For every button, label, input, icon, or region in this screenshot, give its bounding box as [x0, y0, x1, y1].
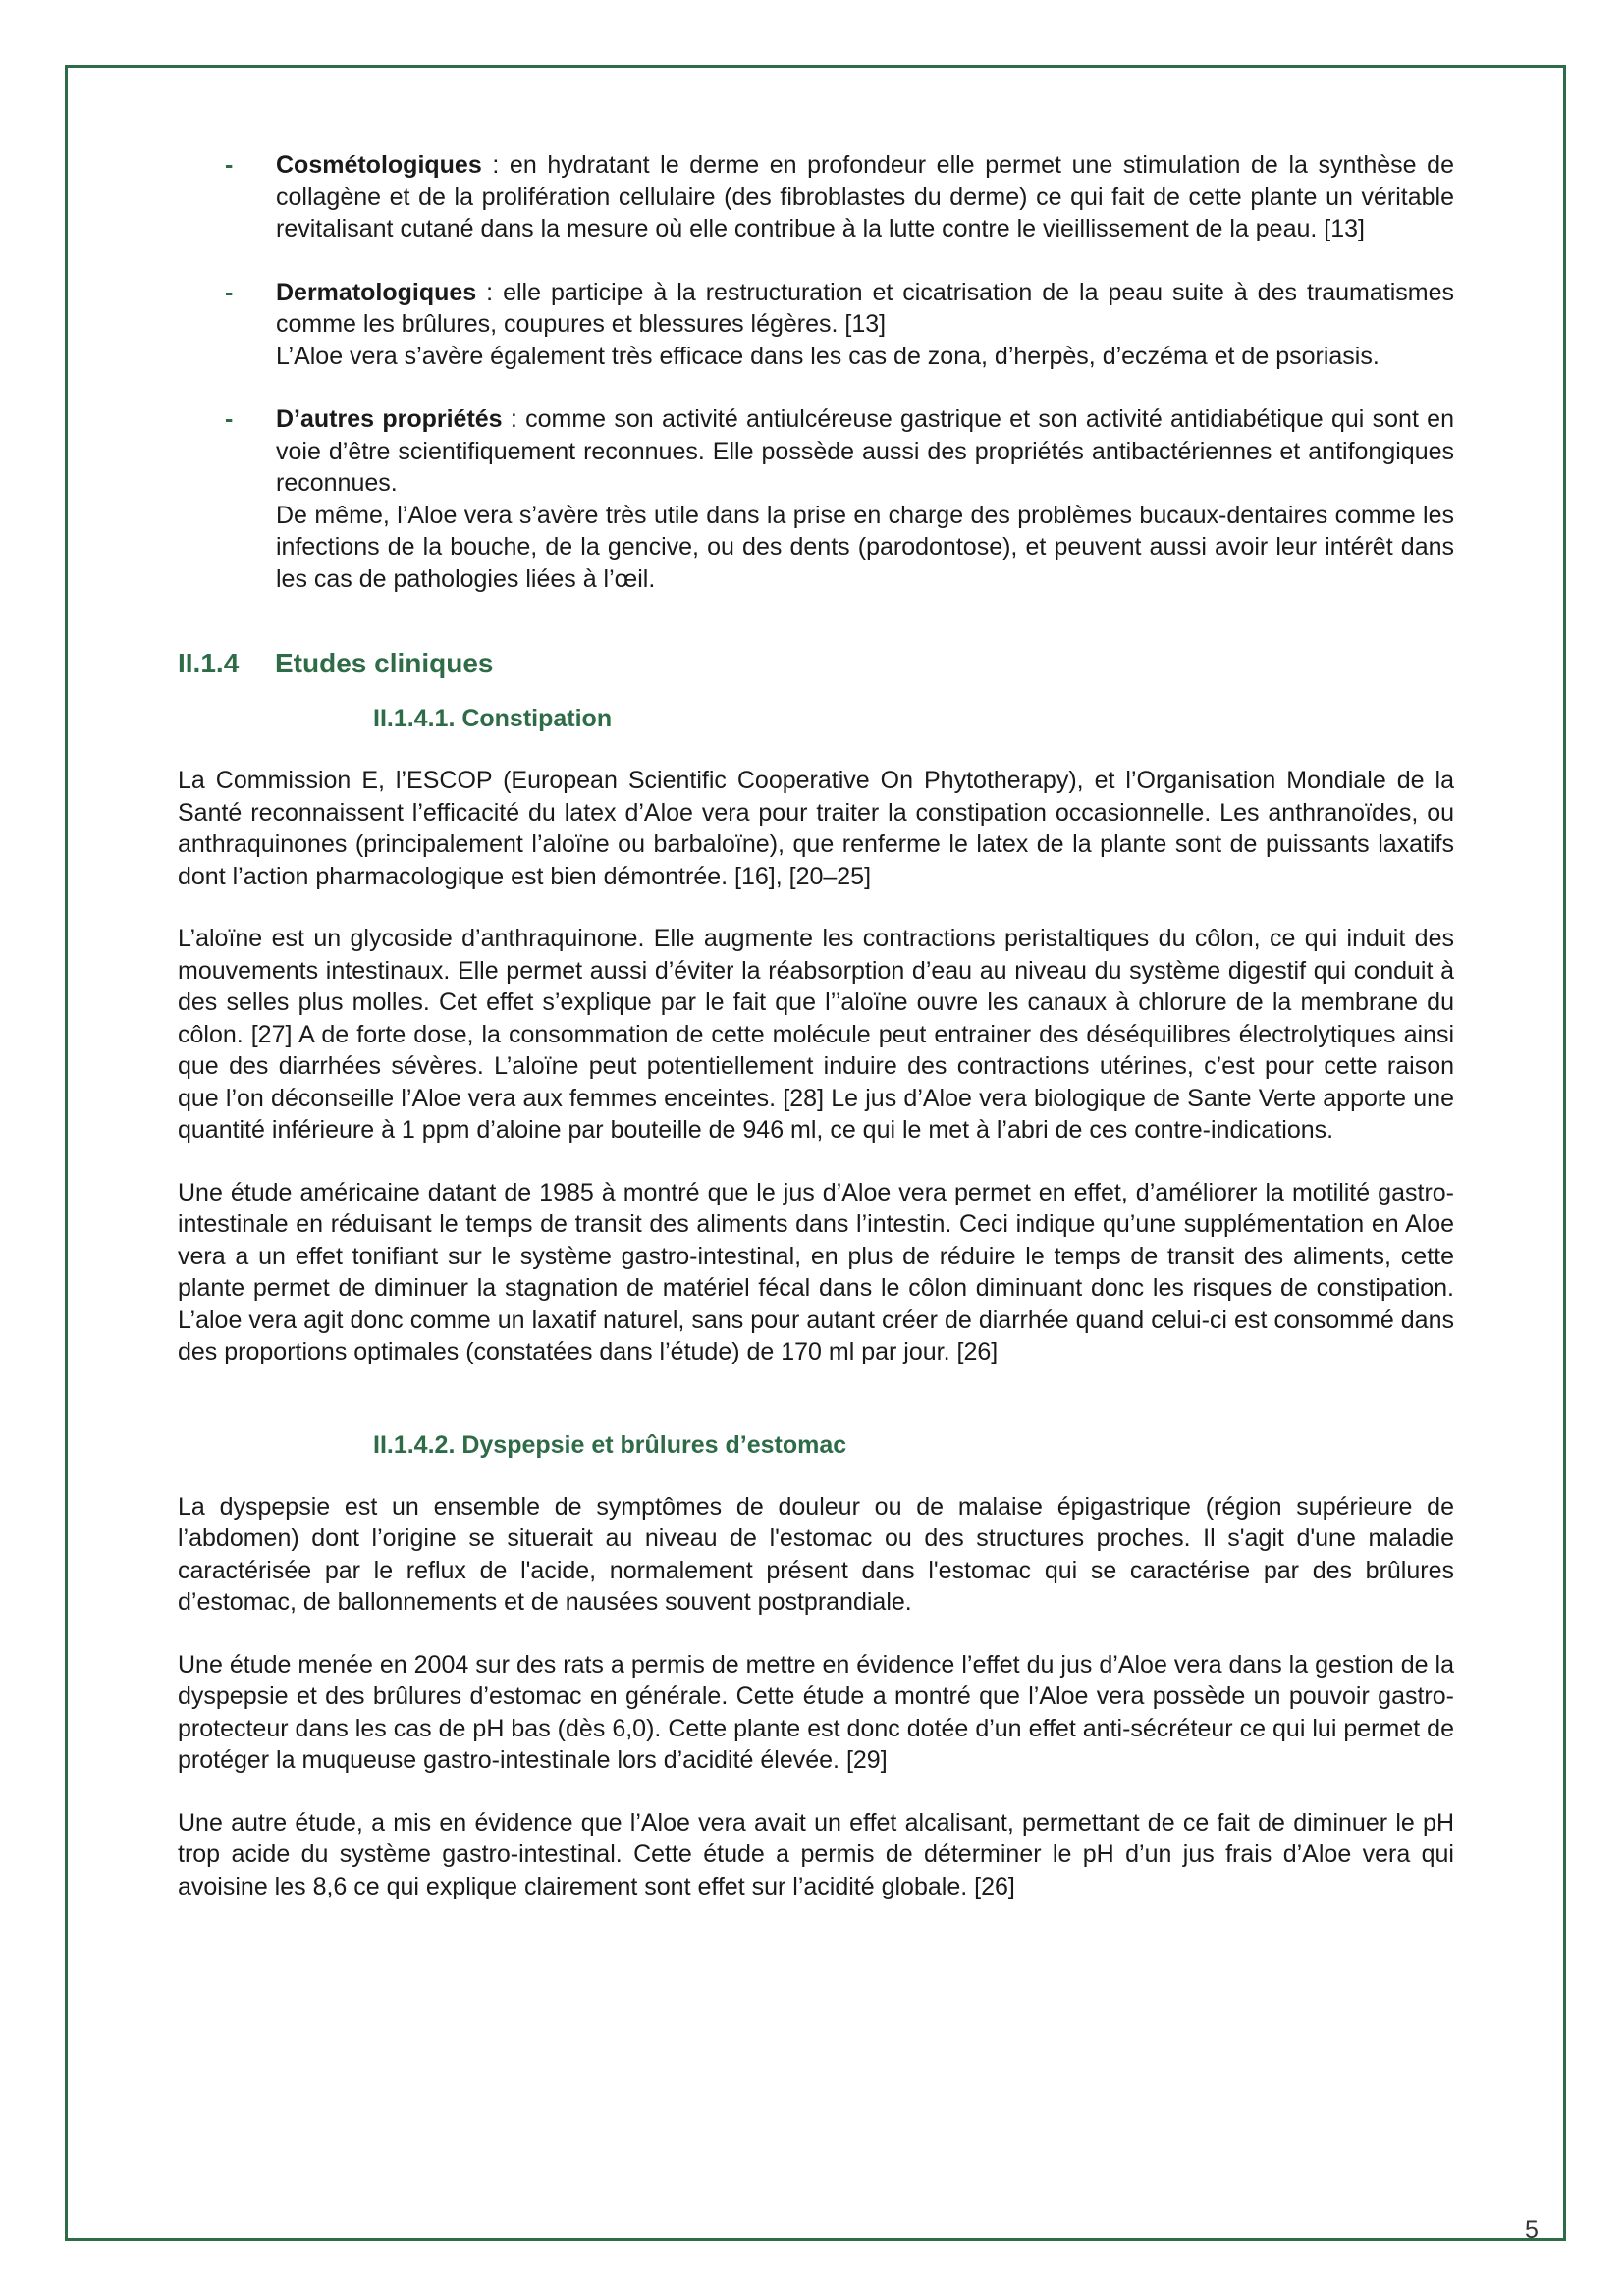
paragraph: La Commission E, l’ESCOP (European Scientific Cooperative On Phytotherapy), et l’Organisation Mondiale de la Santé reconnaissent l’efficacité du latex d’Aloe vera pour traiter la constipation occasionnelle. Les anthranoïdes, ou anthraquinones (principalement l’aloïne ou barbaloïne), que renferme le latex de la plante sont de puissants laxatifs dont l’action pharmacologique est bien démontrée. [16], [20–25] — [178, 767, 1454, 890]
properties-list — [178, 149, 1454, 595]
bullet-dash: - — [225, 151, 234, 179]
section-number: II.1.4 — [178, 648, 240, 678]
paragraph: La dyspepsie est un ensemble de symptômes de douleur ou de malaise épigastrique (région supérieure de l’abdomen) dont l’origine se situerait au niveau de l'estomac ou des structures proches. Il s'agit d'une maladie caractérisée par le reflux de l'acide, normalement présent dans l'estomac qui se caractérise par des brûlures d’estomac, de ballonnements et de nausées souvent postprandiale. — [178, 1492, 1454, 1616]
bullet-dash: - — [225, 405, 234, 433]
list-item-term: Dermatologiques — [276, 278, 477, 306]
section-heading — [178, 646, 1454, 681]
list-item-continuation: L’Aloe vera s’avère également très efficace dans les cas de zona, d’herpès, d’eczéma et de psoriasis. — [276, 342, 1380, 370]
subsection-heading-constipation: II.1.4.1. Constipation — [373, 705, 613, 732]
paragraph: Une autre étude, a mis en évidence que l’Aloe vera avait un effet alcalisant, permettant de ce fait de diminuer le pH trop acide du système gastro-intestinal. Cette étude a permis de déterminer le pH d’un jus frais d’Aloe vera qui avoisine les 8,6 ce qui explique clairement sont effet sur l’acidité globale. [26] — [178, 1808, 1454, 1900]
list-item-dermatologiques — [178, 277, 1454, 373]
section-title: Etudes cliniques — [275, 648, 494, 678]
page-content — [178, 149, 1454, 1902]
list-item-text — [276, 149, 1454, 245]
list-item-description: : en hydratant le derme en profondeur elle permet une stimulation de la synthèse de collagène et de la prolifération cellulaire (des fibroblastes du derme) ce qui fait de cette plante un véritable revitalisant cutané dans la mesure où elle contribue à la lutte contre le vieillissement de la peau. [13] — [276, 151, 1454, 242]
subsection-heading-dyspepsie: II.1.4.2. Dyspepsie et brûlures d’estomac — [373, 1430, 847, 1459]
bullet-dash: - — [225, 278, 234, 306]
paragraph: L’aloïne est un glycoside d’anthraquinone. Elle augmente les contractions peristaltiques du côlon, ce qui induit des mouvements intestinaux. Elle permet aussi d’éviter la réabsorption d’eau au niveau du système digestif qui conduit à des selles plus molles. Cet effet s’explique par le fait que l’’aloïne ouvre les canaux à chlorure de la membrane du côlon. [27] A de forte dose, la consommation de cette molécule peut entrainer des déséquilibres électrolytiques ainsi que des diarrhées sévères. L’aloïne peut potentiellement induire des contractions utérines, c’est pour cette raison que l’on déconseille l’Aloe vera aux femmes enceintes. [28] Le jus d’Aloe vera biologique de Sante Verte apporte une quantité inférieure à 1 ppm d’aloine par bouteille de 946 ml, ce qui le met à l’abri de ces contre-indications. — [178, 925, 1454, 1144]
list-item-term: Cosmétologiques — [276, 151, 482, 179]
list-item-text — [276, 403, 1454, 500]
list-item-term: D’autres propriétés — [276, 405, 503, 433]
list-item-autres-proprietes — [178, 403, 1454, 595]
list-item-cosmetologiques — [178, 149, 1454, 245]
paragraph: Une étude américaine datant de 1985 à montré que le jus d’Aloe vera permet en effet, d’améliorer la motilité gastro-intestinale en réduisant le temps de transit des aliments dans l’intestin. Ceci indique qu’une supplémentation en Aloe vera a un effet tonifiant sur le système gastro-intestinal, en plus de réduire le temps de transit des aliments, cette plante permet de diminuer la stagnation de matériel fécal dans le côlon diminuant donc les risques de constipation. L’aloe vera agit donc comme un laxatif naturel, sans pour autant créer de diarrhée quand celui-ci est consommé dans des proportions optimales (constatées dans l’étude) de 170 ml par jour. [26] — [178, 1178, 1454, 1365]
list-item-text — [276, 277, 1454, 341]
paragraph: Une étude menée en 2004 sur des rats a permis de mettre en évidence l’effet du jus d’Aloe vera dans la gestion de la dyspepsie et des brûlures d’estomac en générale. Cette étude a montré que l’Aloe vera possède un pouvoir gastro-protecteur dans les cas de pH bas (dès 6,0). Cette plante est donc dotée d’un effet anti-sécréteur ce qui lui permet de protéger la muqueuse gastro-intestinale lors d’acidité élevée. [29] — [178, 1650, 1454, 1774]
page-number: 5 — [1525, 2216, 1539, 2244]
list-item-continuation: De même, l’Aloe vera s’avère très utile dans la prise en charge des problèmes bucaux-dentaires comme les infections de la bouche, de la gencive, ou des dents (parodontose), et peuvent aussi avoir leur intérêt dans les cas de pathologies liées à l’œil. — [276, 501, 1454, 593]
list-item-description: : comme son activité antiulcéreuse gastrique et son activité antidiabétique qui sont en voie d’être scientifiquement reconnues. Elle possède aussi des propriétés antibactériennes et antifongiques reconnues. — [276, 405, 1454, 497]
list-item-description: : elle participe à la restructuration et cicatrisation de la peau suite à des traumatismes comme les brûlures, coupures et blessures légères. [13] — [276, 278, 1454, 338]
